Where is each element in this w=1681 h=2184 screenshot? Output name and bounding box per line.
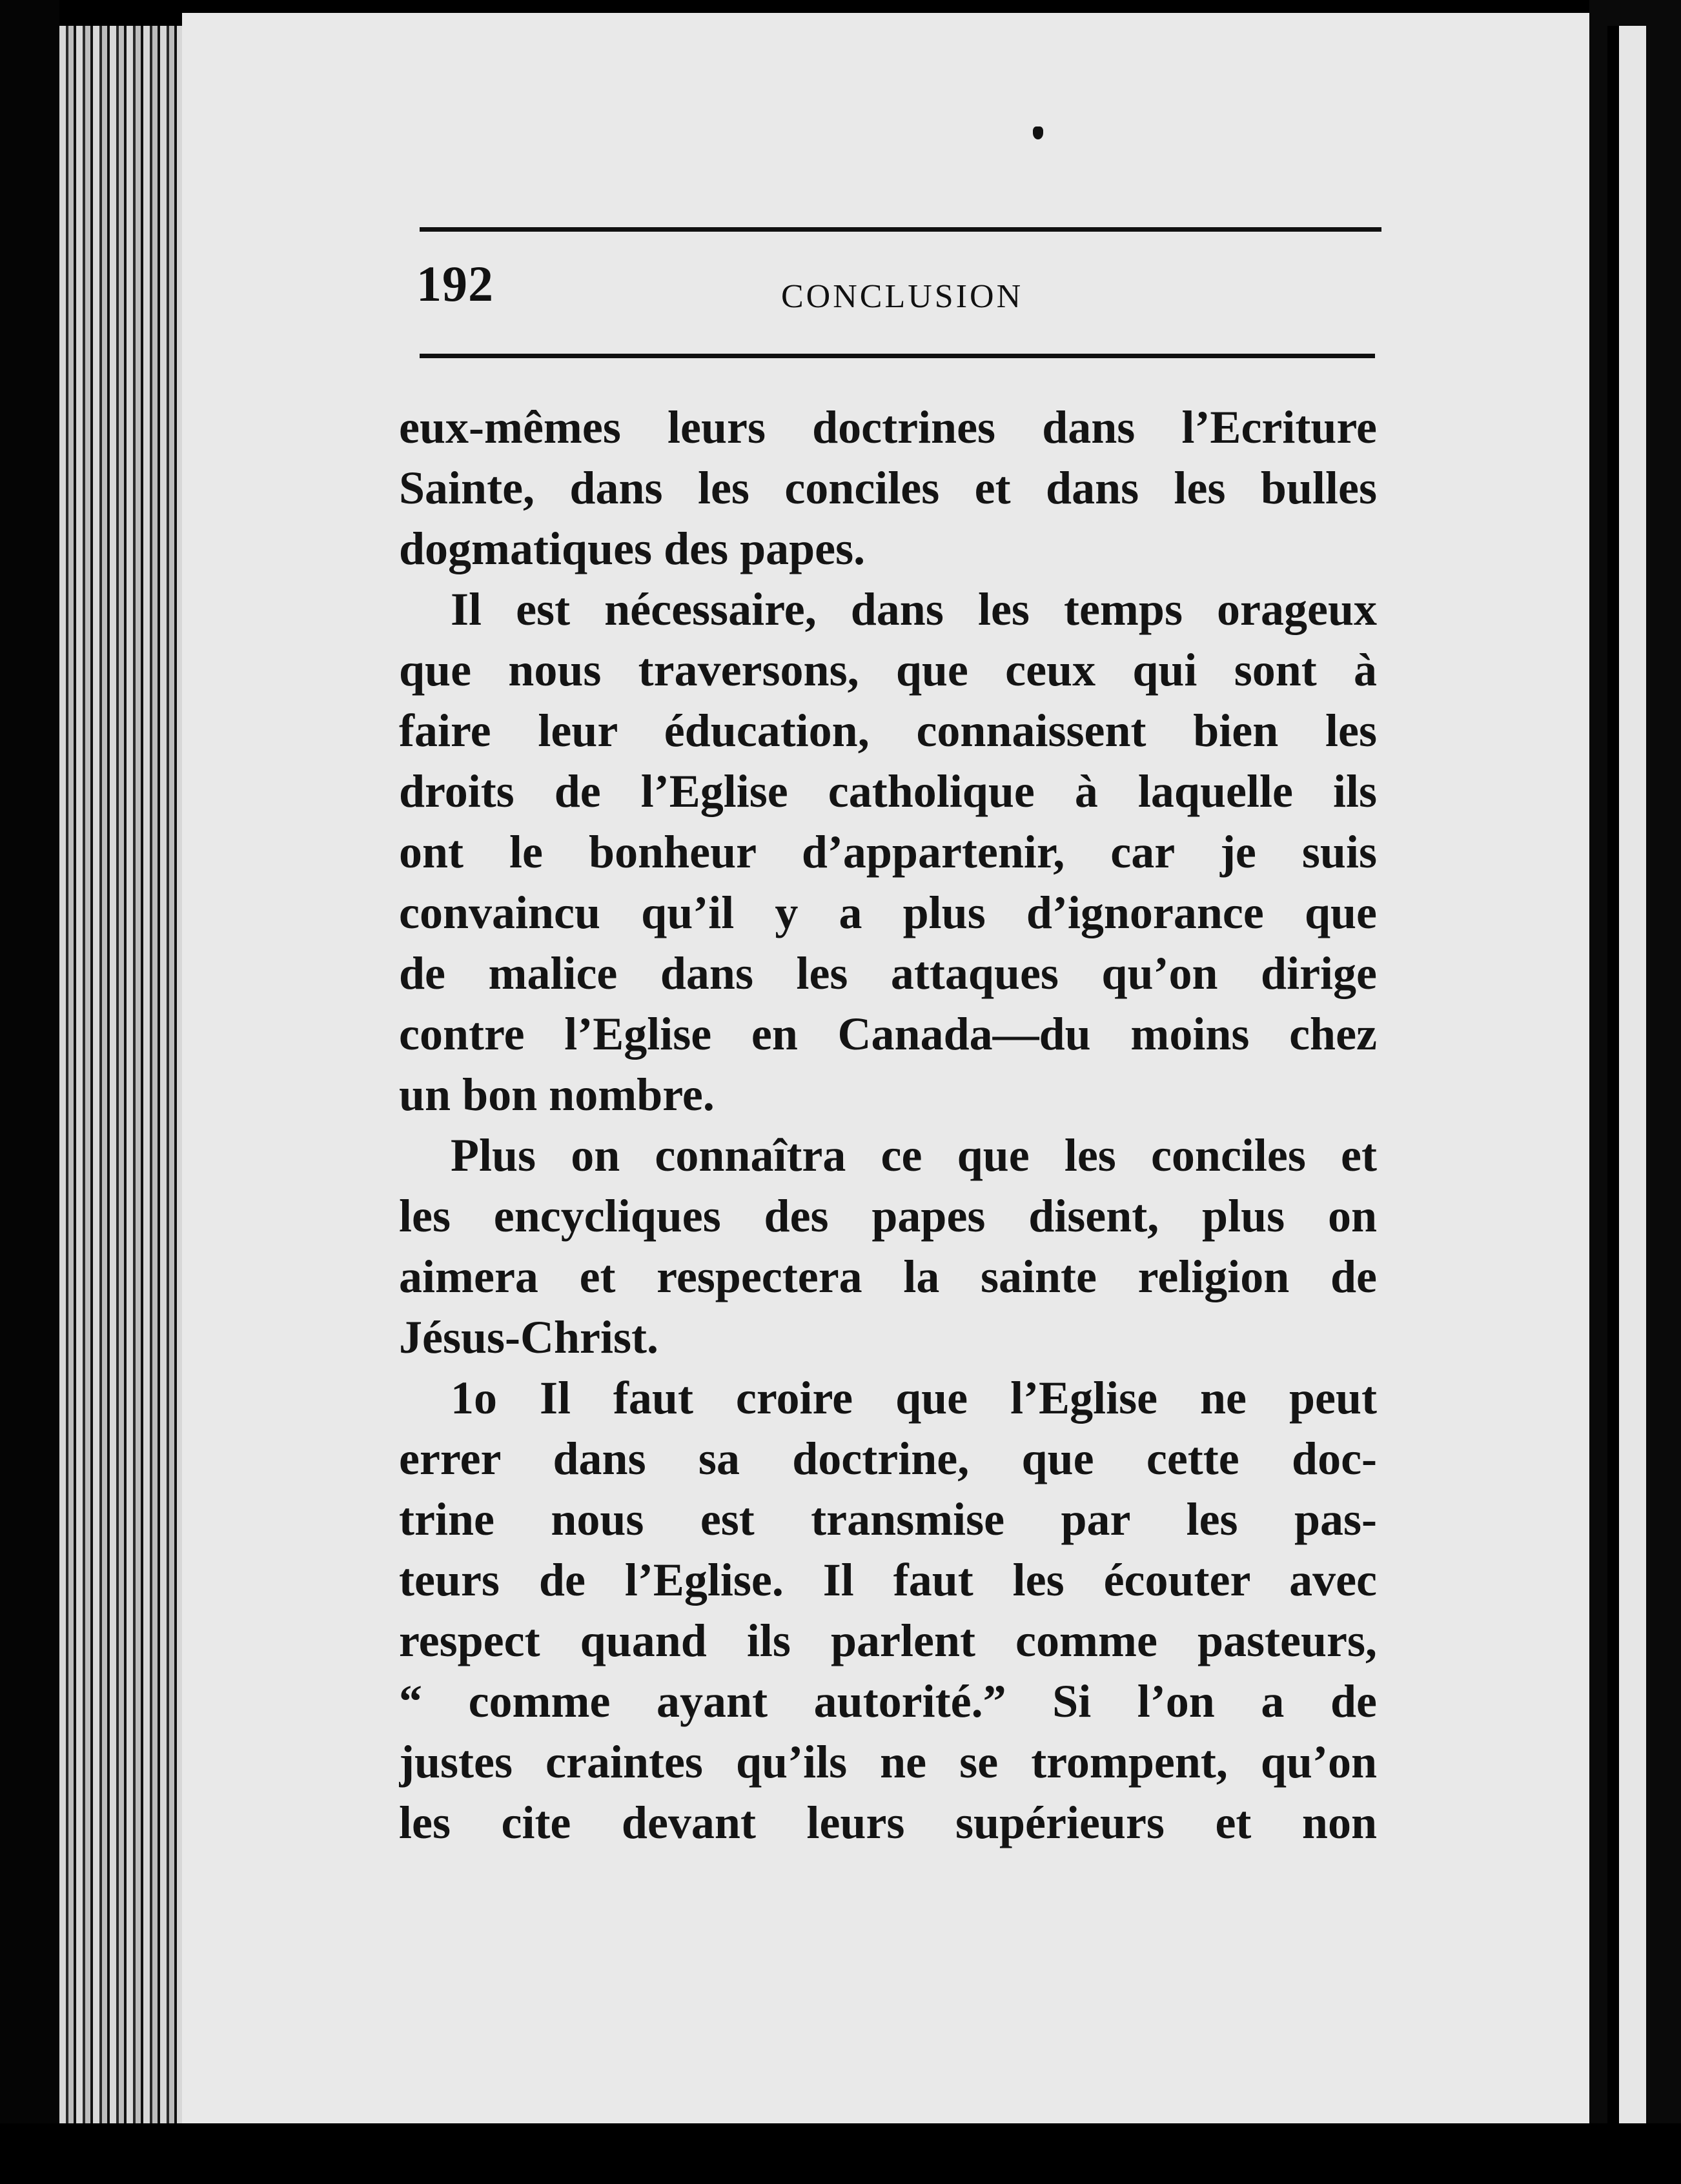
left-gutter <box>0 0 59 2184</box>
text-line: Sainte, dans les conciles et dans les bulles <box>399 462 1377 514</box>
bottom-border <box>0 2123 1681 2184</box>
text-line: de malice dans les attaques qu’on dirige <box>399 947 1377 999</box>
text-line: justes craintes qu’ils ne se trompent, qu’on <box>399 1736 1377 1788</box>
right-page-edge <box>1607 26 1646 2123</box>
text-line: errer dans sa doctrine, que cette doc- <box>399 1433 1377 1484</box>
text-line: Plus on connaîtra ce que les conciles et <box>451 1129 1377 1181</box>
text-line: respect quand ils parlent comme pasteurs, <box>399 1615 1377 1666</box>
text-line: 1o Il faut croire que l’Eglise ne peut <box>451 1372 1377 1424</box>
text-line: teurs de l’Eglise. Il faut les écouter avec <box>399 1554 1377 1606</box>
text-line: ont le bonheur d’appartenir, car je suis <box>399 826 1377 878</box>
ink-fleck <box>1033 126 1043 139</box>
text-line: eux-mêmes leurs doctrines dans l’Ecriture <box>399 401 1377 453</box>
text-line: trine nous est transmise par les pas- <box>399 1493 1377 1545</box>
text-line: dogmatiques des papes. <box>399 523 866 574</box>
page-edges <box>59 26 182 2123</box>
text-line: “ comme ayant autorité.” Si l’on a de <box>399 1675 1377 1727</box>
running-head: CONCLUSION <box>781 278 1024 315</box>
text-line: Jésus-Christ. <box>399 1311 659 1363</box>
text-line: que nous traversons, que ceux qui sont à <box>399 644 1377 696</box>
header-rule-bottom <box>420 354 1375 358</box>
page-number: 192 <box>416 256 494 312</box>
text-line: un bon nombre. <box>399 1069 715 1120</box>
text-line: faire leur éducation, connaissent bien les <box>399 705 1377 756</box>
header-rule-top <box>420 227 1381 232</box>
body-text <box>399 397 1377 1853</box>
text-line: Il est nécessaire, dans les temps orageux <box>451 583 1377 635</box>
text-line: convaincu qu’il y a plus d’ignorance que <box>399 887 1377 938</box>
text-line: aimera et respectera la sainte religion de <box>399 1251 1377 1302</box>
text-line: les encycliques des papes disent, plus on <box>399 1190 1377 1242</box>
text-line: droits de l’Eglise catholique à laquelle ils <box>399 765 1377 817</box>
text-line: contre l’Eglise en Canada—du moins chez <box>399 1008 1377 1060</box>
text-line: les cite devant leurs supérieurs et non <box>399 1797 1377 1848</box>
